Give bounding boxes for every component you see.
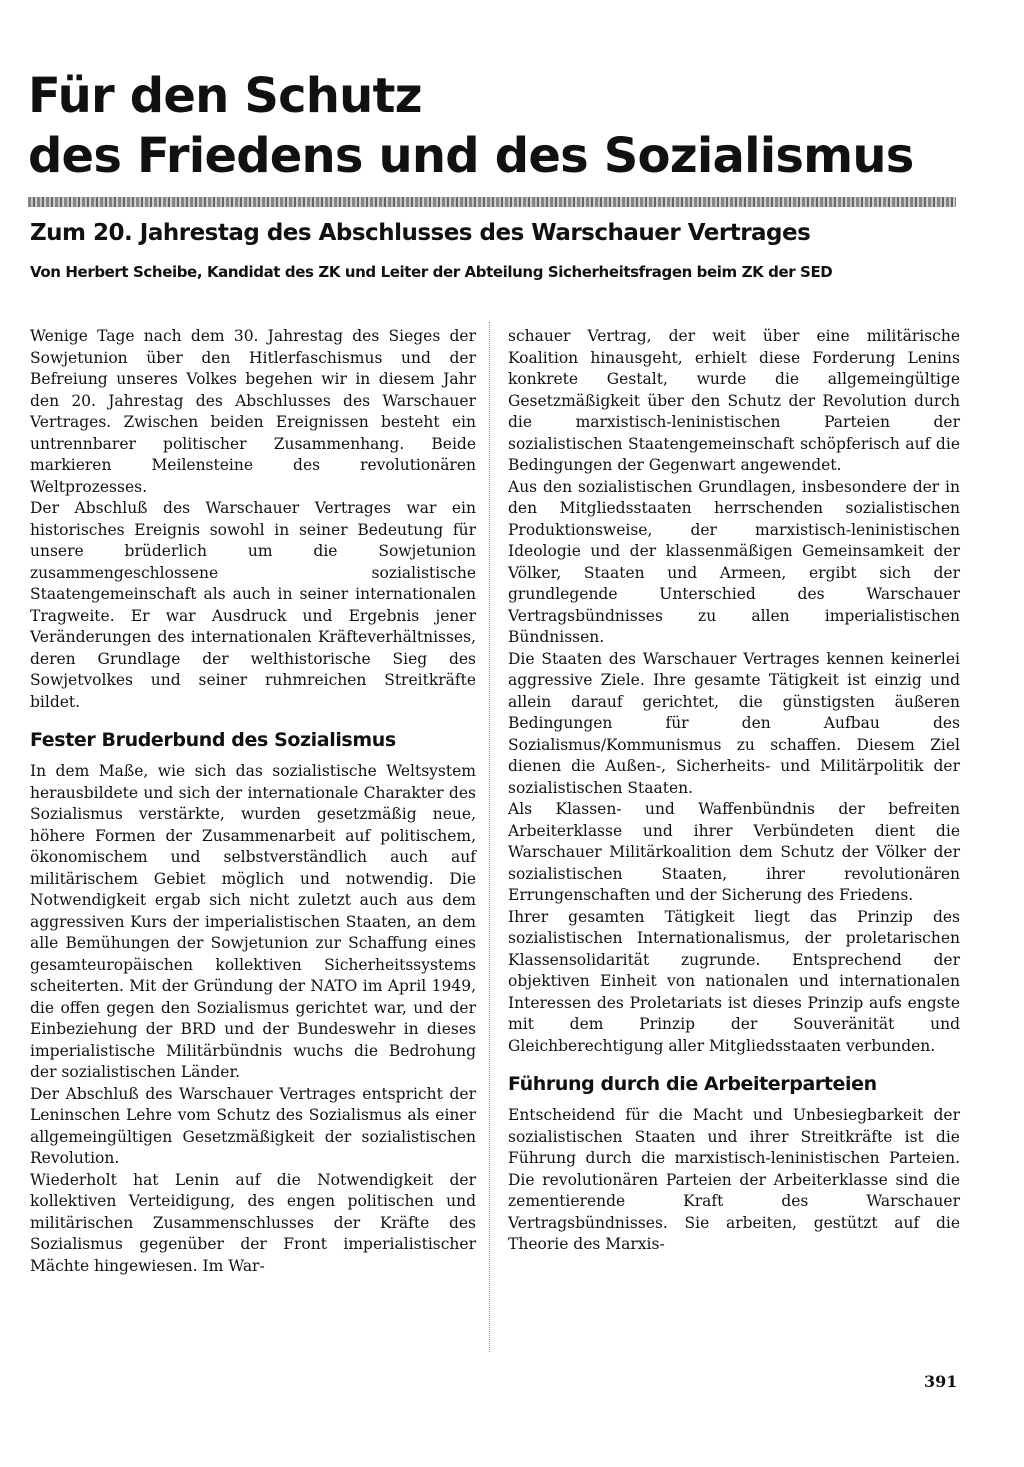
section-heading: Fester Bruderbund des Sozialismus	[30, 729, 396, 751]
right-column	[508, 326, 960, 1256]
title-line-2: des Friedens und des Sozialismus	[28, 128, 914, 184]
paragraph: schauer Vertrag, der weit über eine militärische Koalition hinausgeht, erhielt diese Forderung Lenins konkrete Gestalt, wurde die allgemeingültige Gesetzmäßigkeit über den Schutz der Revolution durch die marxistisch-leninistischen Parteien der sozialistischen Staatengemeinschaft schöpferisch auf die Bedingungen der Gegenwart angewendet.	[508, 327, 960, 474]
paragraph: Wiederholt hat Lenin auf die Notwendigkeit der kollektiven Verteidigung, des engen politischen und militärischen Zusammenschlusses der Kräfte des Sozialismus gegenüber der Front imperialistischer Mächte hingewiesen. Im War-	[30, 1170, 476, 1275]
article-title	[28, 66, 928, 186]
column-divider	[489, 322, 490, 1352]
paragraph: Wenige Tage nach dem 30. Jahrestag des Sieges der Sowjetunion über den Hitlerfaschismus und der Befreiung unseres Volkes begehen wir in diesem Jahr den 20. Jahrestag des Abschlusses des Warschauer Vertrages. Zwischen beiden Ereignissen besteht ein untrennbarer politischer Zusammenhang. Beide markieren Meilensteine des revolutionären Weltprozesses.	[30, 327, 476, 496]
paragraph: Als Klassen- und Waffenbündnis der befreiten Arbeiterklasse und ihrer Verbündeten dient die Warschauer Militärkoalition dem Schutz der Völker der sozialistischen Staaten, ihrer revolutionären Errungenschaften und der Sicherung des Friedens.	[508, 800, 960, 904]
left-column	[30, 326, 476, 1277]
title-line-1: Für den Schutz	[28, 68, 422, 124]
paragraph: Der Abschluß des Warschauer Vertrages entspricht der Leninschen Lehre vom Schutz des Sozialismus als einer allgemeingültigen Gesetzmäßigkeit der sozialistischen Revolution.	[30, 1084, 476, 1167]
article-byline: Von Herbert Scheibe, Kandidat des ZK und Leiter der Abteilung Sicherheitsfragen beim ZK der SED	[30, 263, 833, 281]
page-number: 391	[924, 1372, 958, 1391]
paragraph: Entscheidend für die Macht und Unbesiegbarkeit der sozialistischen Staaten und ihrer Streitkräfte ist die Führung durch die marxistisch-leninistischen Parteien. Die revolutionären Parteien der Arbeiterklasse sind die zementierende Kraft des Warschauer Vertragsbündnisses. Sie arbeiten, gestützt auf die Theorie des Marxis-	[508, 1106, 960, 1253]
title-rule	[28, 197, 956, 207]
paragraph: Der Abschluß des Warschauer Vertrages war ein historisches Ereignis sowohl in seiner Bedeutung für unsere brüderlich um die Sowjetunion zusammengeschlossene sozialistische Staatengemeinschaft als auch in seiner internationalen Tragweite. Er war Ausdruck und Ergebnis jener Veränderungen des internationalen Kräfteverhältnisses, deren Grundlage der welthistorische Sieg des Sowjetvolkes und seiner ruhmreichen Streitkräfte bildet.	[30, 499, 476, 711]
paragraph: Aus den sozialistischen Grundlagen, insbesondere der in den Mitgliedsstaaten herrschenden sozialistischen Produktionsweise, der marxistisch-leninistischen Ideologie und der klassenmäßigen Gemeinsamkeit der Völker, Staaten und Armeen, ergibt sich der grundlegende Unterschied des Warschauer Vertragsbündnisses zu allen imperialistischen Bündnissen.	[508, 477, 960, 646]
paragraph: Ihrer gesamten Tätigkeit liegt das Prinzip des sozialistischen Internationalismus, der proletarischen Klassensolidarität zugrunde. Entsprechend der objektiven Einheit von nationalen und internationalen Interessen des Proletariats ist dieses Prinzip aufs engste mit dem Prinzip der Souveränität und Gleichberechtigung aller Mitgliedsstaaten verbunden.	[508, 907, 960, 1055]
paragraph: In dem Maße, wie sich das sozialistische Weltsystem herausbildete und sich der internationale Charakter des Sozialismus verstärkte, wurden gesetzmäßig neue, höhere Formen der Zusammenarbeit auf politischem, ökonomischem und selbstverständlich auch auf militärischem Gebiet möglich und notwendig. Die Notwendigkeit ergab sich nicht zuletzt auch aus dem aggressiven Kurs der imperialistischen Staaten, an dem alle Bemühungen der Sowjetunion zur Schaffung eines gesamteuropäischen kollektiven Sicherheitssystems scheiterten. Mit der Gründung der NATO im April 1949, die offen gegen den Sozialismus gerichtet war, und der Einbeziehung der BRD und der Bundeswehr in dieses imperialistische Militärbündnis wuchs die Bedrohung der sozialistischen Länder.	[30, 762, 476, 1081]
paragraph: Die Staaten des Warschauer Vertrages kennen keinerlei aggressive Ziele. Ihre gesamte Tätigkeit ist einzig und allein darauf gerichtet, die günstigsten äußeren Bedingungen für den Aufbau des Sozialismus/Kommunismus zu schaffen. Diesem Ziel dienen die Außen-, Sicherheits- und Militärpolitik der sozialistischen Staaten.	[508, 649, 960, 797]
article-subtitle: Zum 20. Jahrestag des Abschlusses des Warschauer Vertrages	[30, 220, 811, 246]
section-heading: Führung durch die Arbeiterparteien	[508, 1073, 877, 1095]
